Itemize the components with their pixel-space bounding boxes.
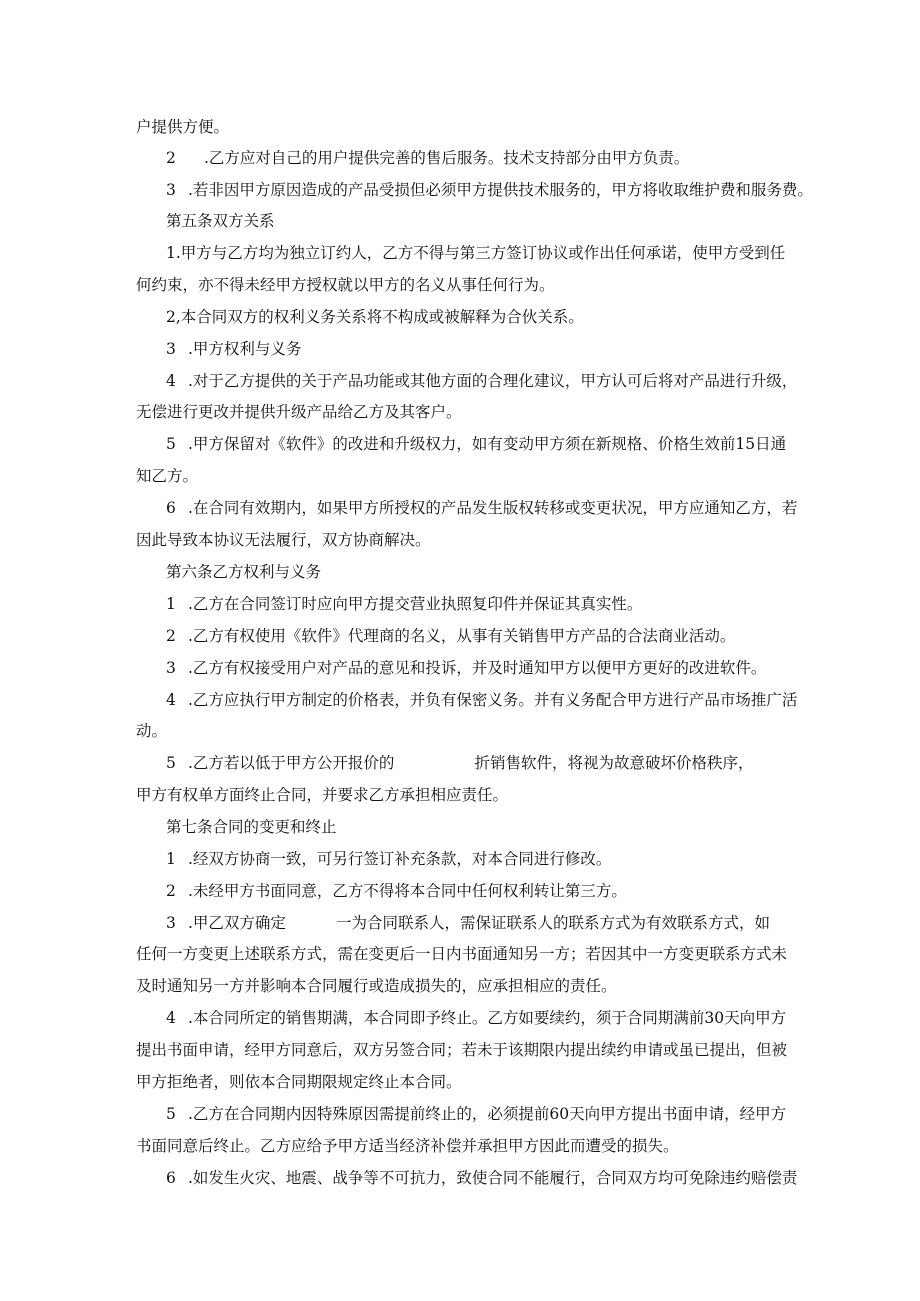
item-number: 6 [166,1169,176,1187]
item-number: 3 [166,340,176,358]
numbered-item: 3 .甲乙双方确定 一为合同联系人，需保证联系人的联系方式为有效联系方式，如 [166,914,770,932]
text-line: 甲方有权单方面终止合同，并要求乙方承担相应责任。 [136,786,509,804]
item-number: 2 [166,627,176,645]
numbered-item: 2 .乙方应对自己的用户提供完善的售后服务。技术支持部分由甲方负责。 [166,149,690,167]
text-line: 任何一方变更上述联系方式，需在变更后一日内书面通知另一方；若因其中一方变更联系方式未 [136,945,788,963]
text-line: 书面同意后终止。乙方应给予甲方适当经济补偿并承担甲方因此而遭受的损失。 [136,1137,679,1155]
section-heading: 第六条乙方权利与义务 [166,563,322,581]
text-line: 知乙方。 [136,467,199,485]
numbered-item: 3 .乙方有权接受用户对产品的意见和投诉，并及时通知甲方以便甲方更好的改进软件。 [166,659,767,677]
item-number: 5 [166,754,176,772]
numbered-item: 5 .甲方保留对《软件》的改进和升级权力，如有变动甲方须在新规格、价格生效前15日通 [166,435,787,453]
item-number: 4 [166,1009,176,1027]
item-number: 2 [166,149,176,167]
text-line: 因此导致本协议无法履行，双方协商解决。 [136,531,431,549]
numbered-item: 3 .若非因甲方原因造成的产品受损但必须甲方提供技术服务的，甲方将收取维护费和服务费。 [166,181,813,199]
numbered-item: 2 .未经甲方书面同意，乙方不得将本合同中任何权利转让第三方。 [166,882,627,900]
item-number: 4 [166,691,176,709]
item-number: 2 [166,882,176,900]
numbered-item: 4 .对于乙方提供的关于产品功能或其他方面的合理化建议，甲方认可后将对产品进行升级， [166,372,798,390]
text-line: 动。 [136,722,168,740]
numbered-item: 5 .乙方在合同期内因特殊原因需提前终止的，必须提前60天向甲方提出书面申请，经甲方 [166,1105,787,1123]
numbered-item: 4 .乙方应执行甲方制定的价格表，并负有保密义务。并有义务配合甲方进行产品市场推广活 [166,691,798,709]
item-number: 3 [166,914,176,932]
numbered-item: 6 .如发生火灾、地震、战争等不可抗力，致使合同不能履行，合同双方均可免除违约赔偿责 [166,1169,798,1187]
text-line: 无偿进行更改并提供升级产品给乙方及其客户。 [136,403,462,421]
item-number: 1 [166,850,176,868]
text-line: 何约束，亦不得未经甲方授权就以甲方的名义从事任何行为。 [136,276,555,294]
numbered-item: 6 .在合同有效期内，如果甲方所授权的产品发生版权转移或变更状况，甲方应通知乙方，若 [166,499,798,517]
numbered-item: 1 .经双方协商一致，可另行签订补充条款，对本合同进行修改。 [166,850,612,868]
text-line: 户提供方便。 [136,118,230,136]
item-number: 5 [166,1105,176,1123]
numbered-item: 4 .本合同所定的销售期满，本合同即予终止。乙方如要续约，须于合同期满前30天向甲方 [166,1009,787,1027]
section-heading: 第七条合同的变更和终止 [166,818,337,836]
item-number: 3 [166,181,176,199]
text-line: 1.甲方与乙方均为独立订约人，乙方不得与第三方签订协议或作出任何承诺，使甲方受到任 [166,244,786,262]
item-number: 1 [166,595,176,613]
text-line: 甲方拒绝者，则依本合同期限规定终止本合同。 [136,1073,462,1091]
numbered-item: 1 .乙方在合同签订时应向甲方提交营业执照复印件并保证其真实性。 [166,595,643,613]
item-number: 6 [166,499,176,517]
text-line: 提出书面申请，经甲方同意后，双方另签合同；若未于该期限内提出续约申请或虽已提出，但被 [136,1041,788,1059]
text-line: 2,本合同双方的权利义务关系将不构成或被解释为合伙关系。 [166,308,584,326]
item-number: 5 [166,435,176,453]
text-line: 及时通知另一方并影响本合同履行或造成损失的，应承担相应的责任。 [136,977,617,995]
item-number: 3 [166,659,176,677]
numbered-item: 3 .甲方权利与义务 [166,340,302,358]
section-heading: 第五条双方关系 [166,212,275,230]
item-number: 4 [166,372,176,390]
numbered-item: 2 .乙方有权使用《软件》代理商的名义，从事有关销售甲方产品的合法商业活动。 [166,627,736,645]
numbered-item: 5 .乙方若以低于甲方公开报价的 折销售软件，将视为故意破坏价格秩序， [166,754,754,772]
